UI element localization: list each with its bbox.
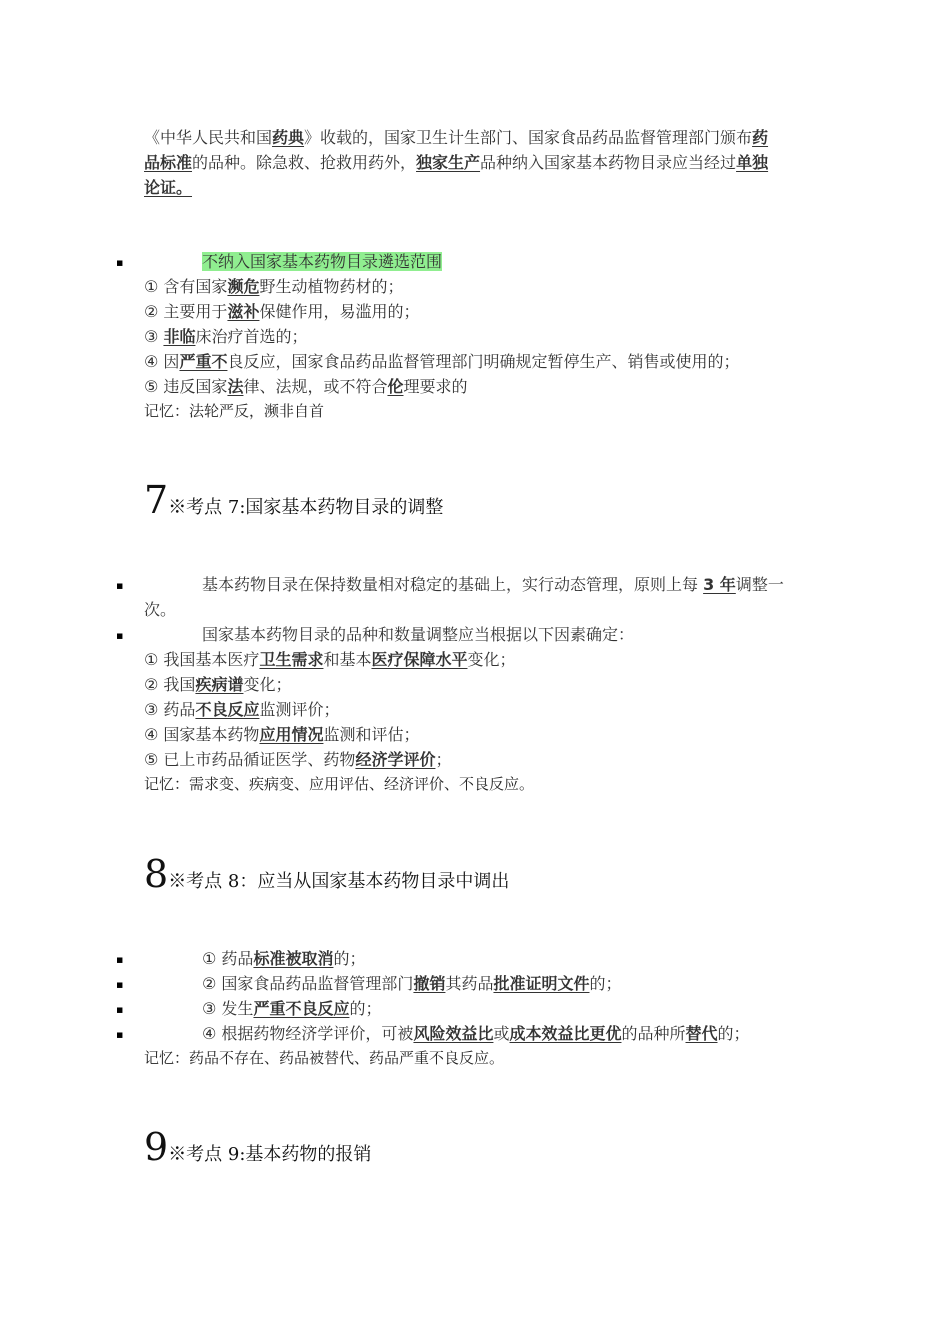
sec8-item-1: ① 药品标准被取消的； [202,949,366,968]
exclude-item-5: ⑤ 违反国家法律、法规，或不符合伦理要求的 [144,377,468,396]
exclude-item-3: ③ 非临床治疗首选的； [144,327,308,346]
sec7-para-2: 国家基本药物目录的品种和数量调整应当根据以下因素确定： [202,625,635,644]
bullet-marker: ▪ [116,978,124,991]
sec7-item-4: ④ 国家基本药物应用情况监测和评估； [144,725,420,744]
exclude-memo: 记忆：法轮严反，濒非自首 [144,402,325,420]
intro-line-2: 品标准的品种。除急救、抢救用药外，独家生产品种纳入国家基本药物目录应当经过单独 [144,153,769,172]
bullet-marker: ▪ [116,629,124,642]
sec7-para-1: 基本药物目录在保持数量相对稳定的基础上，实行动态管理，原则上每 3 年调整一 [202,575,784,594]
exclude-item-4: ④ 因严重不良反应，国家食品药品监督管理部门明确规定暂停生产、销售或使用的； [144,352,740,371]
bullet-marker: ▪ [116,953,124,966]
sec8-item-3: ③ 发生严重不良反应的； [202,999,382,1018]
sec7-item-1: ① 我国基本医疗卫生需求和基本医疗保障水平变化； [144,650,516,669]
exclude-title: 不纳入国家基本药物目录遴选范围 [202,252,443,271]
section-8-heading: 8※考点 8：应当从国家基本药物目录中调出 [144,852,510,896]
section-9-heading: 9※考点 9:基本药物的报销 [144,1125,372,1169]
bullet-marker: ▪ [116,1028,124,1041]
sec8-memo: 记忆：药品不存在、药品被替代、药品严重不良反应。 [144,1049,505,1067]
sec8-item-4: ④ 根据药物经济学评价，可被风险效益比或成本效益比更优的品种所替代的； [202,1024,750,1043]
bullet-marker: ▪ [116,1003,124,1016]
sec8-item-2: ② 国家食品药品监督管理部门撤销其药品批准证明文件的； [202,974,622,993]
intro-line-3: 论证。 [144,178,193,197]
sec7-item-2: ② 我国疾病谱变化； [144,675,292,694]
bullet-marker: ▪ [116,579,124,592]
exclude-item-1: ① 含有国家濒危野生动植物药材的； [144,277,404,296]
section-7-heading: 7※考点 7:国家基本药物目录的调整 [144,478,444,522]
bullet-marker: ▪ [116,256,124,269]
sec7-memo: 记忆：需求变、疾病变、应用评估、经济评价、不良反应。 [144,775,535,793]
sec7-item-5: ⑤ 已上市药品循证医学、药物经济学评价； [144,750,452,769]
sec7-para-1-cont: 次。 [144,600,177,619]
intro-line-1: 《中华人民共和国药典》收载的，国家卫生计生部门、国家食品药品监督管理部门颁布药 [144,128,769,147]
exclude-item-2: ② 主要用于滋补保健作用，易滥用的； [144,302,420,321]
sec7-item-3: ③ 药品不良反应监测评价； [144,700,340,719]
